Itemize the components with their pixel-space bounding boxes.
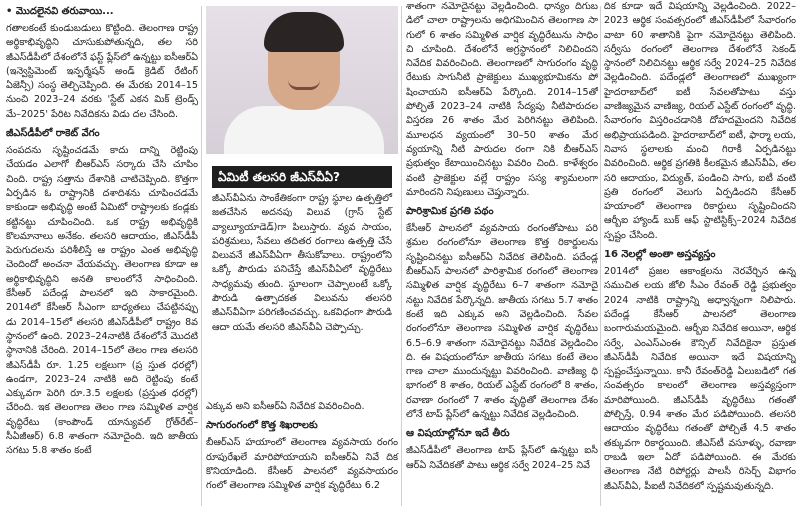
shirt-shape <box>224 106 384 154</box>
section-heading: ఆ విషయాల్లోనూ ఇదే తీరు <box>406 428 510 440</box>
paragraph: 2014లో ప్రజల ఆకాంక్షలను నెరవేర్చిన ఉన్న సముచిత లయ జోలి సీఎం రేవంత్ రెడ్డి ప్రభుత్వం 2024 నాటికి రాష్ట్రాన్ని అధ్వాన్నంగా నిలిపారు. పదేండ్ల కేసీఆర్ పాలనలో తెలంగాణ బంగారుమయమైంది. ఆర్బీఐ నివేదిక అయినా, ఆర్థిక సర్వే, ఎంఎస్‌ఎంఈ కౌన్సిల్ నివేదికైనా ప్రస్తుత జీఎస్‌డీపీ నివేదిక అయినా ఇదే విషయాన్ని స్పష్టంచేస్తున్నాయి. కానీ రేవంత్‌రెడ్డి ఏలుబడిలో గత సంవత్సరం కాలంలో తెలంగాణ అస్తవ్యస్తంగా మారిపోయింది. జీఎస్‌డీపీ వృద్ధిరేటు గతంతో పోల్చిస్తే, 0.94 శాతం మేర పడిపోయింది. తలసరి ఆదాయం వృద్ధిరేటు గతంతో పోల్చితే 4.5 శాతం తక్కువగా రికార్డయింది. జీఎస్‌టీ వసూళ్ళు, రవాణా రాబడి ఇలా ఏదో పడిపోయింది. ఈ మేరకు తెలంగాణ నేటి రిపోర్టర్లు పాలసీ రిసెర్చ్ విభాగం జీఎస్‌వీఏ, పీఐటీ నివేదికలో స్పష్టమవుతున్నది. <box>604 266 796 492</box>
portrait-photo <box>206 6 398 154</box>
paragraph: సంపదను సృష్టించడమే కాదు దాన్ని రెట్టింపు చేయడం ఎలాగో బీఆర్‌ఎస్ సర్కారు చేసి చూపిం చింది. రాష్ట్ర సత్తాను దేశానికి చాటిచెప్పింది. కొత్తగా ఏర్పడిన ఓ రాష్ట్రానికి దశాదిశను చూపించడమే కాకుండా అభివృద్ధి అంటే ఏమిటో రాష్ట్రాలకు కండ్లకు కట్టినట్టు చూపించింది. ఒక రాష్ట్ర అభివృద్ధికి కొలమానాలు అనేకం. తలసరి ఆదాయం, జీఎస్‌డీపీ పెరుగుదలను పరిశీలిస్తే ఆ రాష్ట్రం ఎంత అభివృద్ధి చెందిందో అంచనా వేయవచ్చు. తెలంగాణ కూడా ఆ అర్థికాభివృద్ధిని అనతి కాలంలోనే సాధించింది. కేసీఆర్ పదేండ్ల పాలనలో ఇది సాకారమైంది. 2014లో కేసీఆర్ సీఎంగా బాధ్యతలు చేపట్టినప్పు డు 2014–15లో తలసరి జీఎస్‌డీపీలో రాష్ట్రం 8వ స్థానంలో ఉంది. 2023–24నాటికి దేశంలోనే మొదటి స్థానానికి చేరింది. 2014–15లో తెలం గాణ తలసరి జీఎస్‌డీపీ రూ. 1.25 లక్షలుగా (ప్ర స్తుత ధరల్లో) ఉండగా, 2023–24 నాటికి అది రెట్టింపు కంటే ఎక్కువగా పెరిగి రూ.3.5 లక్షలకు (ప్రస్తుత ధరల్లో) చేరింది. ఇక తెలంగాణ తెలం గాణ సమ్మిళిత వార్షిక వృద్ధిరేటు (కాంపౌండ్ యాన్యువల్ గ్రోత్‌రేట్–సీఏజీఆర్) 6.8 శాతంగా నమోదైంది. ఇది జాతీయ సగటు 5.8 శాతం కంటే <box>6 145 198 457</box>
section-heading: జీఎస్‌డీపీలో రాకెట్ వేగం <box>6 128 100 140</box>
section-heading: 16 నెలల్లో అంతా అస్తవ్యస్తం <box>604 249 716 261</box>
hair-shape <box>264 12 344 52</box>
article-column-4 <box>604 0 796 514</box>
callout-body: జీఎస్‌వీఏను సాంకేతికంగా రాష్ట్ర స్థూల ఉత్పత్తిలో జతచేసిన అదనపు విలువ (గ్రాస్ స్టేట్ వ్యాల్యూయాడెడ్)గా పిలుస్తారు. వ్యవ సాయం, పరిశ్రమలు, సేవలు తదితర రంగాలు ఉత్పత్తి చేసే విలువనే జీఎస్‌వీఏగా తీసుకోవాలు. రాష్ట్రంలోని ఒక్కో పౌరుడు పనిచేస్తే జీఎస్‌వీఏలో వృద్ధిరేటు సాధ్యమవు తుంది. స్థూలంగా చెప్పాలంటే ఒక్కో పౌరుడి ఉత్పాదకత విలువను తలసరి జీఎస్‌వీఏగా పరిగణించవచ్చు. ఒకవిధంగా పౌరుడి ఆదా యమే తలసరి జీఎస్‌వీఏ చెప్పొచ్చు. <box>212 193 392 333</box>
paragraph: జీఎస్‌డీపీలో తెలంగాణ టాప్ ప్లేస్‌లో ఉన్నట్టు ఐసీ ఆర్‌ఏ నివేదికతో పాటు ఆర్థిక సర్వే 2024–25 నివే <box>406 445 598 471</box>
callout-title: ఏమిటీ తలసరి జీఎస్‌వీఏ? <box>212 166 392 188</box>
paragraph: ఎక్కువ అని ఐసీఆర్‌ఏ నివేదిక వివరించింది. <box>206 401 365 412</box>
section-heading: సాగురంగంలో కొత్త శిఖరాలకు <box>206 420 318 432</box>
article-column-1 <box>6 0 198 514</box>
sidebar-callout <box>212 170 392 357</box>
smile-shape <box>288 80 320 90</box>
column-divider-2 <box>401 6 402 506</box>
paragraph: గతాలకంటే కుండుబడులు కొట్టింది. తెలంగాణ రాష్ట్ర అర్థికాభివృద్ధిని చూసుకుపోతున్నది, తల సరి జీఎస్‌డీపీలో దేశంలోనే ఫస్ట్ ప్లేస్‌లో ఉన్నట్టు ఐసీఆర్‌ఏ (ఇన్వెస్టిమెంట్ ఇన్ఫర్మేషన్ అండ్ క్రెడిట్ రేటింగ్ ఏజెన్సీ) సంస్థ తెల్చిచెప్పింది. ఈ మేరకు 2014–15 నుంచి 2023–24 వరకు 'స్టేట్ ఎకన మిక్ ట్రెండ్స్ మే–2025' పేరిట నివేదికను విడు దల చేసింది. <box>6 23 198 120</box>
article-column-2 <box>206 400 398 493</box>
column-divider-1 <box>201 6 202 506</box>
paragraph: దిక కూడా ఇదే విషయాన్ని వెల్లడించింది. 2022– 2023 ఆర్థిక సంవత్సరంలో జీఎస్‌డీపీలో సేవారంగం వాటా 60 శాతానికి పైగా నమోదైనట్టు తెలిపింది. సర్వీసు రంగంలో తెలంగాణ దేశంలోనే సెకండ్ స్థానంలో నిలిచినట్టు ఆర్థిక సర్వే 2024–25 నివేదిక వెల్లడించింది. పదేండ్లలో తెలంగాణలో ముఖ్యంగా హైదరాబాద్‌లో ఐటీ సేవలతోపాటు వస్తు వాణిజ్యమైన వాణిజ్య, రియల్ ఎస్టేట్ రంగంలో వృద్ధి. సేవారంగం విస్తరించడానికి దోహదమైందని నివేదిక అభిప్రాయపడింది. హైదరాబాద్‌లో ఐటీ, ఫార్మా లయ, నివాస స్థలాలకు మంచి గిరాకీ ఏర్పడినట్టు వివరించింది. ఆర్థిక ప్రగతికి కీలకమైన జీఎస్‌వీఏ, తల సరి ఆదాయం, విద్యుత్, పండించి సాగు, ఐటీ వంటి ప్రతి రంగంలో వెలుగు ఏర్పడిందని కేసీఆర్ హయాంలో తెలంగాణ రికార్డులు సృష్టించిందని ఆర్బీఐ హ్యాండ్ బుక్ ఆఫ్ స్టాటిస్టిక్స్–2024 నివేదిక స్పష్టం చేసింది. <box>604 1 796 241</box>
article-column-3 <box>406 0 598 514</box>
section-heading: పారిశ్రామిక ప్రగతి పథం <box>406 206 494 218</box>
column-divider-3 <box>600 6 601 506</box>
continued-heading: • మొదలైనవి తరువాయి... <box>6 6 114 17</box>
paragraph: బీఆర్‌ఎస్ హయాంలో తెలంగాణ వ్యవసాయ రంగం రూపురేఖలే మారిపోయాయని ఐసీఆర్‌ఏ నివే దిక కొనియాడింది. కేసీఆర్ పాలనలో వ్యవసాయరం గంలో తెలంగాణ సమ్మిళిత వార్షిక వృద్ధిరేటు 6.2 <box>206 437 398 492</box>
paragraph: శాతంగా నమోదైనట్టు వెల్లడించింది. ధాన్యం దిగుబ డిలో చాలా రాష్ట్రాలను అధిగమించిన తెలంగాణ సా గులో 6 శాతం సమ్మిళిత వార్షిక వృద్ధిరేటును సాధిం చి చూపింది. దేశంలోనే అగ్రస్థానంలో నిలిచిందని నివేదిక వివరించింది. తెలంగాణలో సాగురంగం వృద్ధి రేటుకు సాగునీటి ప్రాజెక్టులు ముఖ్యభూమికను పో షించాయని ఐసీఆర్‌ఏ పేర్కొంది. 2014–15తో పోల్చితే 2023–24 నాటికి సేద్యపు నీటిపారుదల విస్తరణ 26 శాతం మేర పెరిగినట్టు తెలిపింది. మూలధన వ్యయంలో 30–50 శాతం మేర వ్యయాన్ని నీటి పారుదల రంగా నికి బీఆర్‌ఎస్ ప్రభుత్వం కేటాయించినట్టు వివరిం చింది. కాళేశ్వరం వంటి ప్రాజెక్టుల వల్లే రాష్ట్రం సస్య శ్యామలంగా మారిందని నిపుణులు చెప్తున్నారు. <box>406 1 598 198</box>
paragraph: కేసీఆర్ పాలనలో వ్యవసాయ రంగంతోపాటు పరి శ్రమల రంగంలోనూ తెలంగాణ కొత్త రికార్డులను సృష్టించినట్టు ఐసీఆర్‌ఏ నివేదిక తెలిపింది. పదేండ్ల బీఆర్‌ఎస్ పాలనలో పారిశ్రామిక రంగంలో తెలంగాణ సమ్మిళిత వార్షిక వృద్ధిరేటు 6–7 శాతంగా నమోదై నట్టు నివేదిక పేర్కొన్నది. జాతీయ సగటు 5.7 శాతం కంటే ఇది ఎక్కువ అని వెల్లడించింది. సేవల రంగంలోనూ తెలంగాణ సమ్మిళిత వార్షిక వృద్ధిరేటు 6.5–6.9 శాతంగా నమోదైనట్టు నివేదిక వెల్లడించిం ది. ఈ విషయంలోనూ జాతీయ సగటు కంటే తెలం గాణ చాలా ముందున్నట్టు వివరించింది. వాణిజ్య ధి భాగంలో 8 శాతం, రియల్ ఎస్టేట్ రంగంలో 8 శాతం, రవాణా రంగంలో 7 శాతం వృద్ధితో తెలంగాణ దేశం లోనే టాప్ ప్లేస్‌లో ఉన్నట్టు నివేదిక వెల్లడించింది. <box>406 223 598 421</box>
